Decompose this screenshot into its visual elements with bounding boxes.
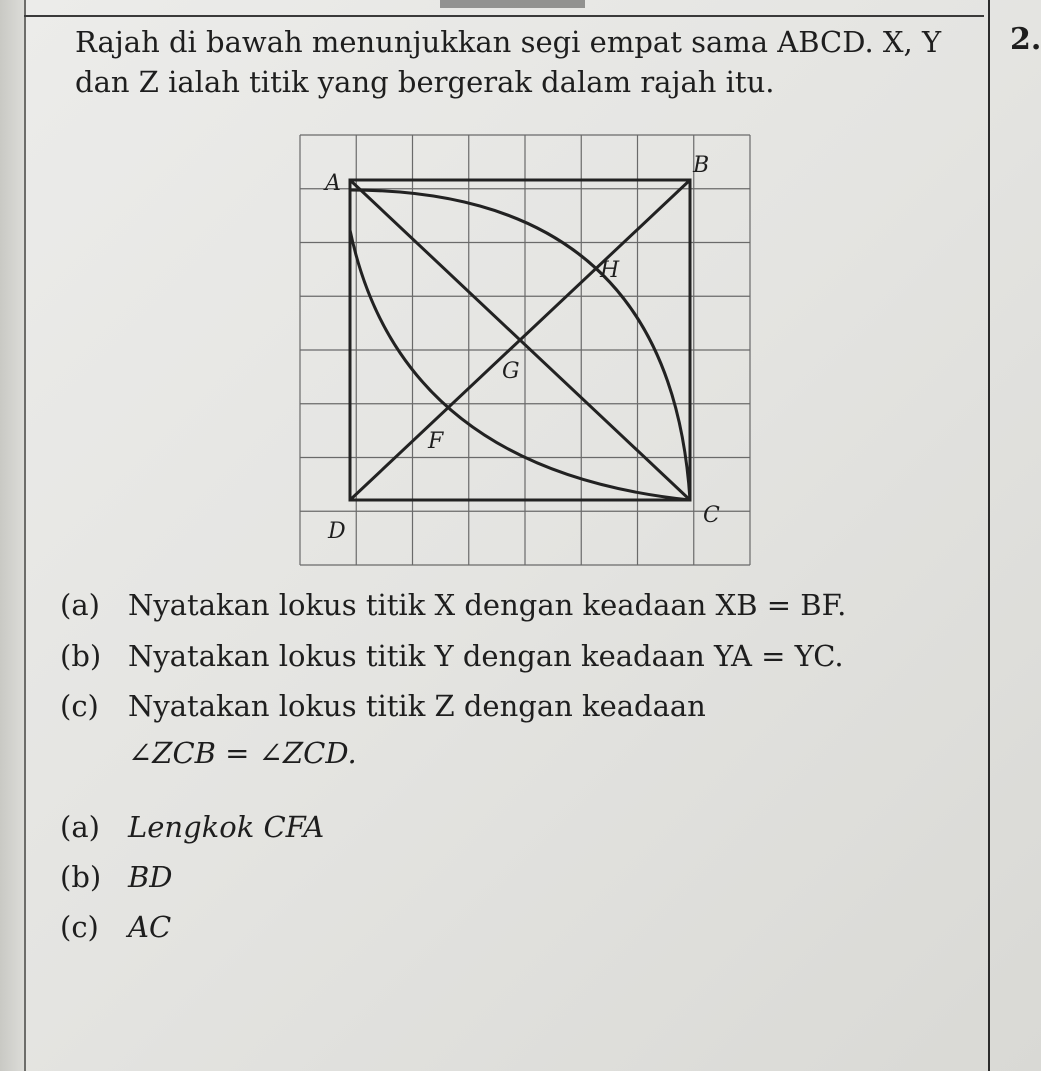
page-edge <box>0 0 26 1071</box>
question-a-label: (a) <box>60 588 100 622</box>
question-b-text: Nyatakan lokus titik Y dengan keadaan YA = YC. <box>128 639 844 673</box>
answer-b-text: BD <box>128 860 173 894</box>
label-d: D <box>328 519 346 544</box>
answer-c-label: (c) <box>60 910 99 944</box>
top-strip <box>440 0 585 8</box>
answer-b-label: (b) <box>60 860 102 894</box>
answer-a-label: (a) <box>60 810 100 844</box>
question-number: 2. <box>1010 22 1041 57</box>
label-b: B <box>693 153 710 178</box>
question-intro: Rajah di bawah menunjukkan segi empat sama ABCD. X, Y dan Z ialah titik yang bergerak dalam rajah itu. <box>75 25 942 99</box>
label-g: G <box>502 359 520 384</box>
question-a <box>60 585 846 625</box>
label-a: A <box>325 171 341 196</box>
question-c <box>60 686 706 726</box>
label-h: H <box>600 258 620 283</box>
square-diagram <box>295 130 755 570</box>
question-c-continuation: ∠ZCB = ∠ZCD. <box>128 736 357 770</box>
answer-a-text: Lengkok CFA <box>128 810 325 844</box>
label-f: F <box>428 429 444 454</box>
arc-lower <box>350 230 690 500</box>
question-c-text: Nyatakan lokus titik Z dengan keadaan <box>128 689 706 723</box>
answer-c <box>60 910 171 944</box>
label-c: C <box>703 503 720 528</box>
answer-a <box>60 810 324 844</box>
top-rule <box>24 15 984 17</box>
question-b <box>60 636 844 676</box>
answer-b <box>60 860 173 894</box>
margin-rule <box>988 0 990 1071</box>
answer-c-text: AC <box>128 910 172 944</box>
question-c-label: (c) <box>60 689 99 723</box>
question-a-text: Nyatakan lokus titik X dengan keadaan XB = BF. <box>128 588 847 622</box>
question-b-label: (b) <box>60 639 102 673</box>
